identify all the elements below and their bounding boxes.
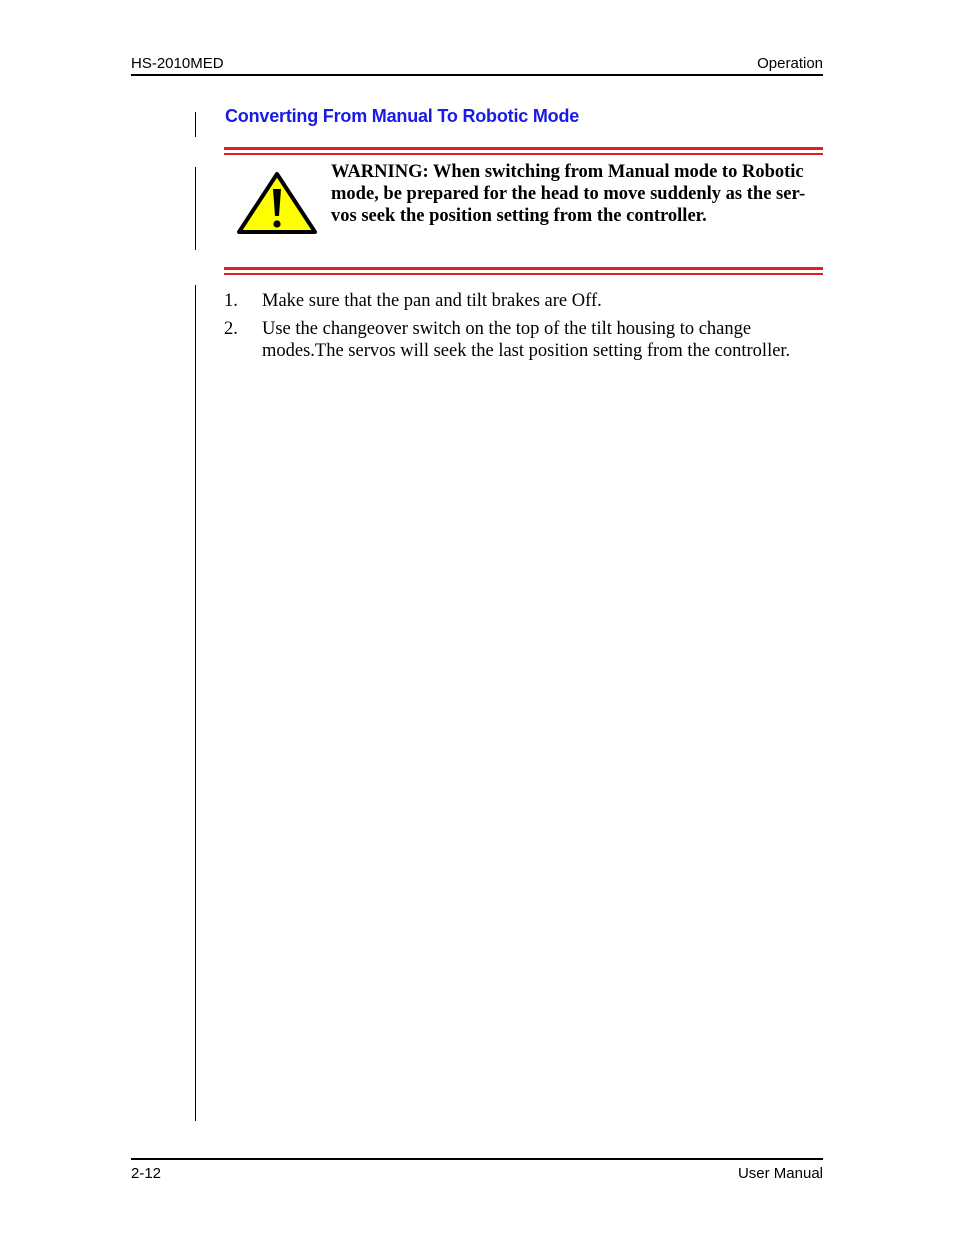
warning-triangle-icon <box>236 171 318 235</box>
step-number: 1. <box>224 291 238 311</box>
header-chapter: Operation <box>757 55 823 72</box>
change-bar-title <box>195 112 196 137</box>
page-number: 2-12 <box>131 1165 162 1182</box>
change-bar-warning <box>195 167 196 250</box>
page-header <box>131 50 823 72</box>
section-title: Converting From Manual To Robotic Mode <box>225 106 580 126</box>
header-document-id: HS-2010MED <box>131 55 224 72</box>
list-item <box>224 318 824 362</box>
step-text: Use the changeover switch on the top of the tilt housing to change modes.The servos will seek the last position setting from the controller. <box>262 319 791 361</box>
step-text: Make sure that the pan and tilt brakes are Off. <box>262 291 602 311</box>
footer-document-title: User Manual <box>737 1165 823 1182</box>
header-rule <box>131 74 823 76</box>
warning-message: WARNING: When switching from Manual mode to Robotic mode, be prepared for the head to move suddenly as the ser-vos seek the position setting from the controller. <box>331 162 806 226</box>
warning-top-rule <box>224 147 823 155</box>
warning-bottom-rule <box>224 267 823 275</box>
step-number: 2. <box>224 319 238 339</box>
page-footer <box>131 1160 823 1182</box>
list-item <box>224 290 824 312</box>
procedure-steps <box>224 290 824 368</box>
change-bar-steps <box>195 285 196 1121</box>
